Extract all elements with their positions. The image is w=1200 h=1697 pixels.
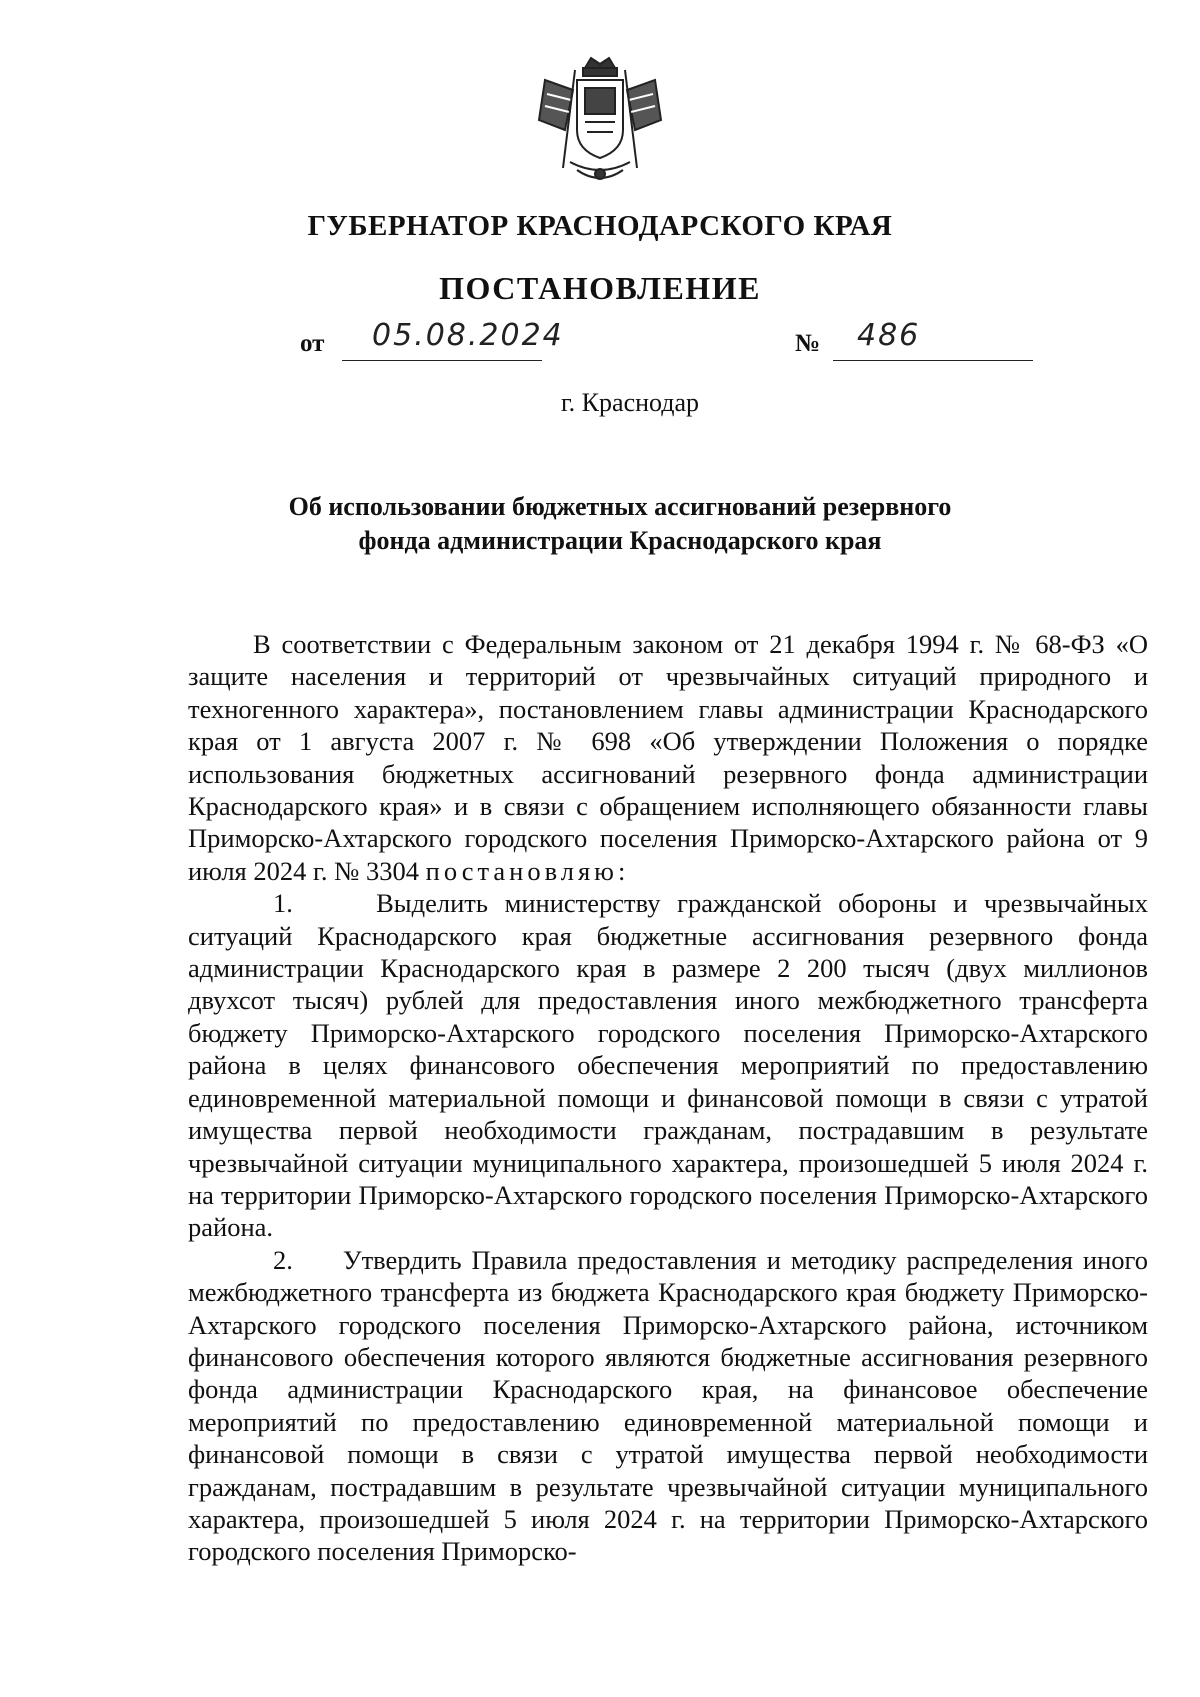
document-body bbox=[188, 628, 1148, 1568]
date-value: 05.08.2024 bbox=[372, 318, 564, 353]
number-value: 486 bbox=[857, 318, 921, 353]
krasnodar-coat-of-arms-icon bbox=[525, 50, 675, 200]
subject-line-2: фонда администрации Краснодарского края bbox=[358, 526, 882, 555]
issuer-title: ГУБЕРНАТОР КРАСНОДАРСКОГО КРАЯ bbox=[307, 210, 893, 242]
decree-word: постановляю: bbox=[425, 855, 630, 886]
number-field bbox=[833, 318, 1033, 361]
date-prefix: от bbox=[300, 330, 325, 357]
item-1-text: Выделить министерству гражданской обороны и чрезвычайных ситуаций Краснодарского края бюджетные ассигнования резервного фонда администрации Краснодарского края в размере 2 200 тысяч (двух миллионов двухсот тысяч) рублей для предоставления иного межбюджетного трансферта бюджету Приморско-Ахтарского городского поселения Приморско-Ахтарского района в целях финансового обеспечения мероприятий по предоставлению единовременной материальной помощи и финансовой помощи в связи с утратой имущества первой необходимости гражданам, пострадавшим в результате чрезвычайной ситуации муниципального характера, произошедшей 5 июля 2024 г. на территории Приморско-Ахтарского городского поселения Приморско-Ахтарского района. bbox=[188, 888, 1148, 1243]
number-prefix: № bbox=[795, 330, 821, 357]
preamble-text: В соответствии с Федеральным законом от 21 декабря 1994 г. № 68-ФЗ «О защите населения и территорий от чрезвычайных ситуаций природного и техногенного характера», постановлением главы администрации Краснодарского края от 1 августа 2007 г. № 698 «Об утверждении Положения о порядке использования бюджетных ассигнований резервного фонда администрации Краснодарского края» и в связи с обращением исполняющего обязанности главы Приморско-Ахтарского городского поселения Приморско-Ахтарского района от 9 июля 2024 г. № 3304 bbox=[188, 629, 1148, 886]
preamble-paragraph bbox=[188, 628, 1148, 887]
item-2-paragraph bbox=[188, 1244, 1148, 1568]
number-line bbox=[795, 318, 921, 358]
city-label: г. Краснодар bbox=[560, 388, 700, 417]
item-1-paragraph bbox=[188, 887, 1148, 1243]
document-type-title: ПОСТАНОВЛЕНИЕ bbox=[439, 270, 761, 306]
date-field bbox=[342, 318, 564, 361]
item-2-number: 2. bbox=[273, 1244, 293, 1275]
subject-line-1: Об использовании бюджетных ассигнований резервного bbox=[288, 492, 952, 521]
date-line bbox=[300, 318, 564, 358]
document-subject bbox=[0, 490, 1200, 558]
item-2-text: Утвердить Правила предоставления и методику распределения иного межбюджетного трансферта из бюджета Краснодарского края бюджету Приморско-Ахтарского городского поселения Приморско-Ахтарского района, источником финансового обеспечения которого являются бюджетные ассигнования резервного фонда администрации Краснодарского края, на финансовое обеспечение мероприятий по предоставлению единовременной материальной помощи и финансовой помощи в связи с утратой имущества первой необходимости гражданам, пострадавшим в результате чрезвычайной ситуации муниципального характера, произошедшей 5 июля 2024 г. на территории Приморско-Ахтарского городского поселения Приморско- bbox=[188, 1244, 1149, 1567]
item-1-number: 1. bbox=[273, 888, 293, 919]
